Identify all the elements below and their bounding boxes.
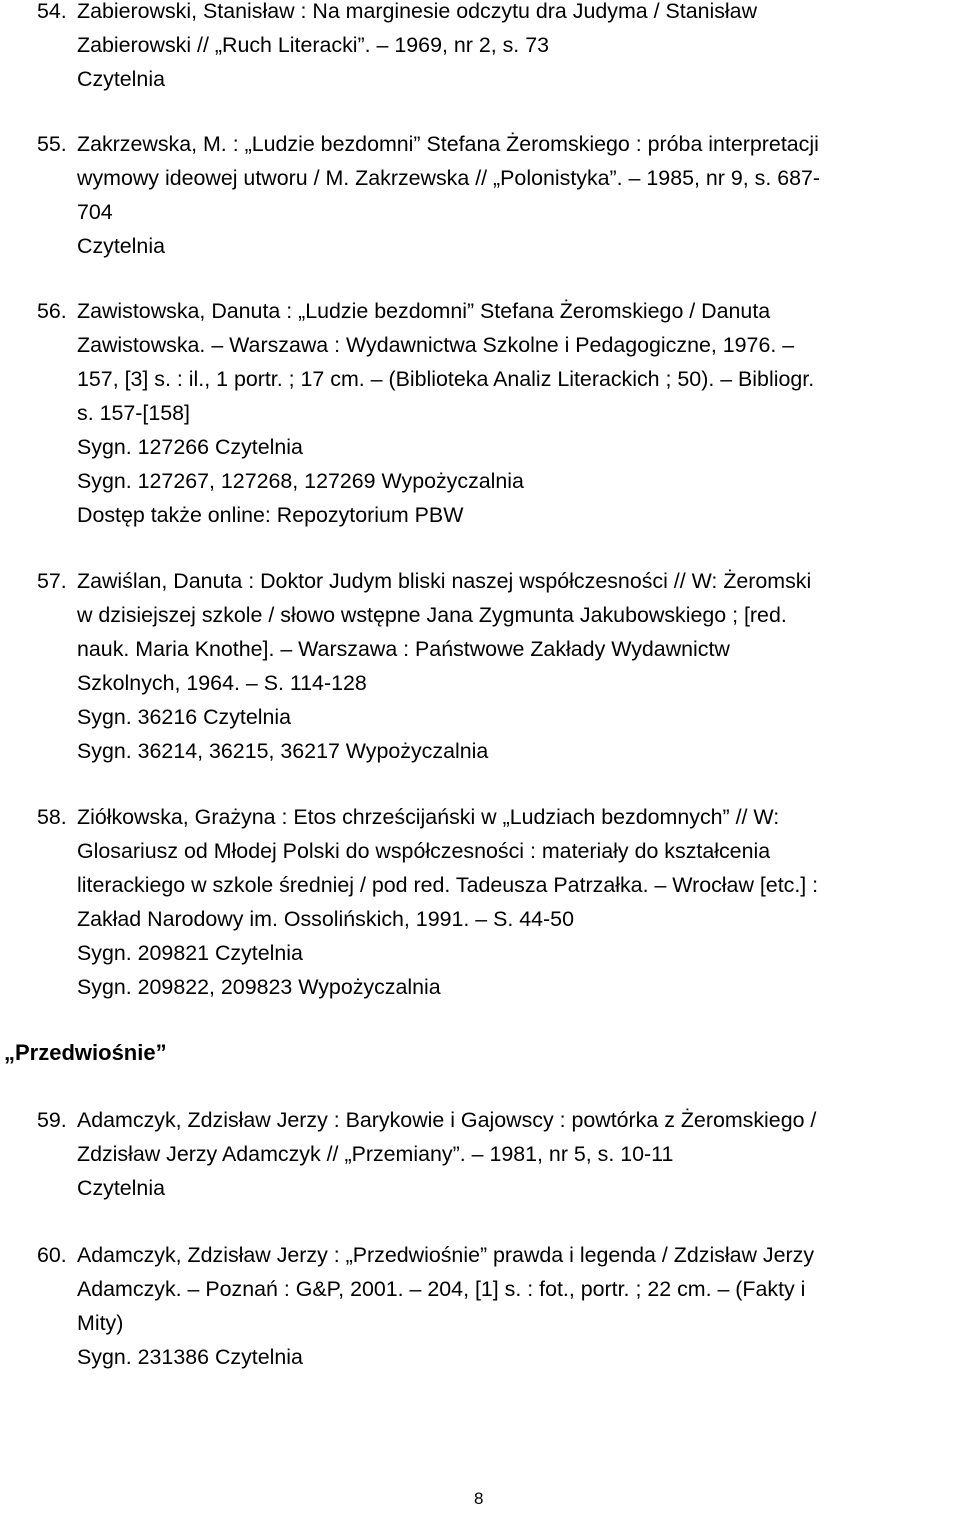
entry-line: Adamczyk. – Poznań : G&P, 2001. – 204, [1] s. : fot., portr. ; 22 cm. – (Fakty i	[77, 1277, 806, 1301]
entry-number: 54.	[37, 0, 67, 23]
entry-line: 157, [3] s. : il., 1 portr. ; 17 cm. – (Biblioteka Analiz Literackich ; 50). – Bibliogr.	[77, 367, 815, 391]
entry-line: Ziółkowska, Grażyna : Etos chrześcijański w „Ludziach bezdomnych” // W:	[77, 805, 780, 829]
entry-line: Sygn. 209822, 209823 Wypożyczalnia	[77, 975, 441, 999]
entry-line: Zabierowski, Stanisław : Na marginesie odczytu dra Judyma / Stanisław	[77, 0, 758, 23]
entry-line: Zakrzewska, M. : „Ludzie bezdomni” Stefana Żeromskiego : próba interpretacji	[77, 132, 819, 156]
entry-line: Czytelnia	[77, 1176, 165, 1200]
entry-number: 56.	[37, 299, 67, 323]
entry-line: Zawistowska. – Warszawa : Wydawnictwa Szkolne i Pedagogiczne, 1976. –	[77, 333, 795, 357]
entry-number: 57.	[37, 569, 67, 593]
entry-line: w dzisiejszej szkole / słowo wstępne Jana Zygmunta Jakubowskiego ; [red.	[77, 603, 787, 627]
section-heading: „Przedwiośnie”	[4, 1040, 167, 1065]
entry-line: Sygn. 36216 Czytelnia	[77, 705, 292, 729]
entry-line: wymowy ideowej utworu / M. Zakrzewska // „Polonistyka”. – 1985, nr 9, s. 687-	[77, 166, 821, 190]
entry-line: literackiego w szkole średniej / pod red. Tadeusza Patrzałka. – Wrocław [etc.] :	[77, 873, 819, 897]
entry-line: Sygn. 127266 Czytelnia	[77, 435, 303, 459]
entry-number: 58.	[37, 805, 67, 829]
entry-line: Glosariusz od Młodej Polski do współczesności : materiały do kształcenia	[77, 839, 771, 863]
entry-line: Adamczyk, Zdzisław Jerzy : Barykowie i Gajowscy : powtórka z Żeromskiego /	[77, 1108, 817, 1132]
entry-line: Sygn. 231386 Czytelnia	[77, 1345, 303, 1369]
entry-line: Zakład Narodowy im. Ossolińskich, 1991. – S. 44-50	[77, 907, 574, 931]
entry-line: Adamczyk, Zdzisław Jerzy : „Przedwiośnie” prawda i legenda / Zdzisław Jerzy	[77, 1243, 815, 1267]
entry-line: 704	[77, 200, 113, 224]
entry-number: 60.	[37, 1243, 67, 1267]
entry-line: Sygn. 36214, 36215, 36217 Wypożyczalnia	[77, 739, 489, 763]
entry-line: Czytelnia	[77, 67, 165, 91]
entry-line: Dostęp także online: Repozytorium PBW	[77, 503, 464, 527]
entry-line: Zawistowska, Danuta : „Ludzie bezdomni” Stefana Żeromskiego / Danuta	[77, 299, 771, 323]
entry-line: nauk. Maria Knothe]. – Warszawa : Państwowe Zakłady Wydawnictw	[77, 637, 730, 661]
entry-line: Szkolnych, 1964. – S. 114-128	[77, 671, 367, 695]
page-number: 8	[474, 1489, 484, 1508]
entry-line: Mity)	[77, 1311, 124, 1335]
entry-line: Zawiślan, Danuta : Doktor Judym bliski naszej współczesności // W: Żeromski	[77, 569, 812, 593]
entry-line: Sygn. 127267, 127268, 127269 Wypożyczalnia	[77, 469, 524, 493]
entry-line: Sygn. 209821 Czytelnia	[77, 941, 303, 965]
entry-line: s. 157-[158]	[77, 401, 190, 425]
entry-line: Czytelnia	[77, 234, 165, 258]
entry-line: Zabierowski // „Ruch Literacki”. – 1969, nr 2, s. 73	[77, 33, 549, 57]
entry-number: 55.	[37, 132, 67, 156]
entry-number: 59.	[37, 1108, 67, 1132]
entry-line: Zdzisław Jerzy Adamczyk // „Przemiany”. – 1981, nr 5, s. 10-11	[77, 1142, 674, 1166]
